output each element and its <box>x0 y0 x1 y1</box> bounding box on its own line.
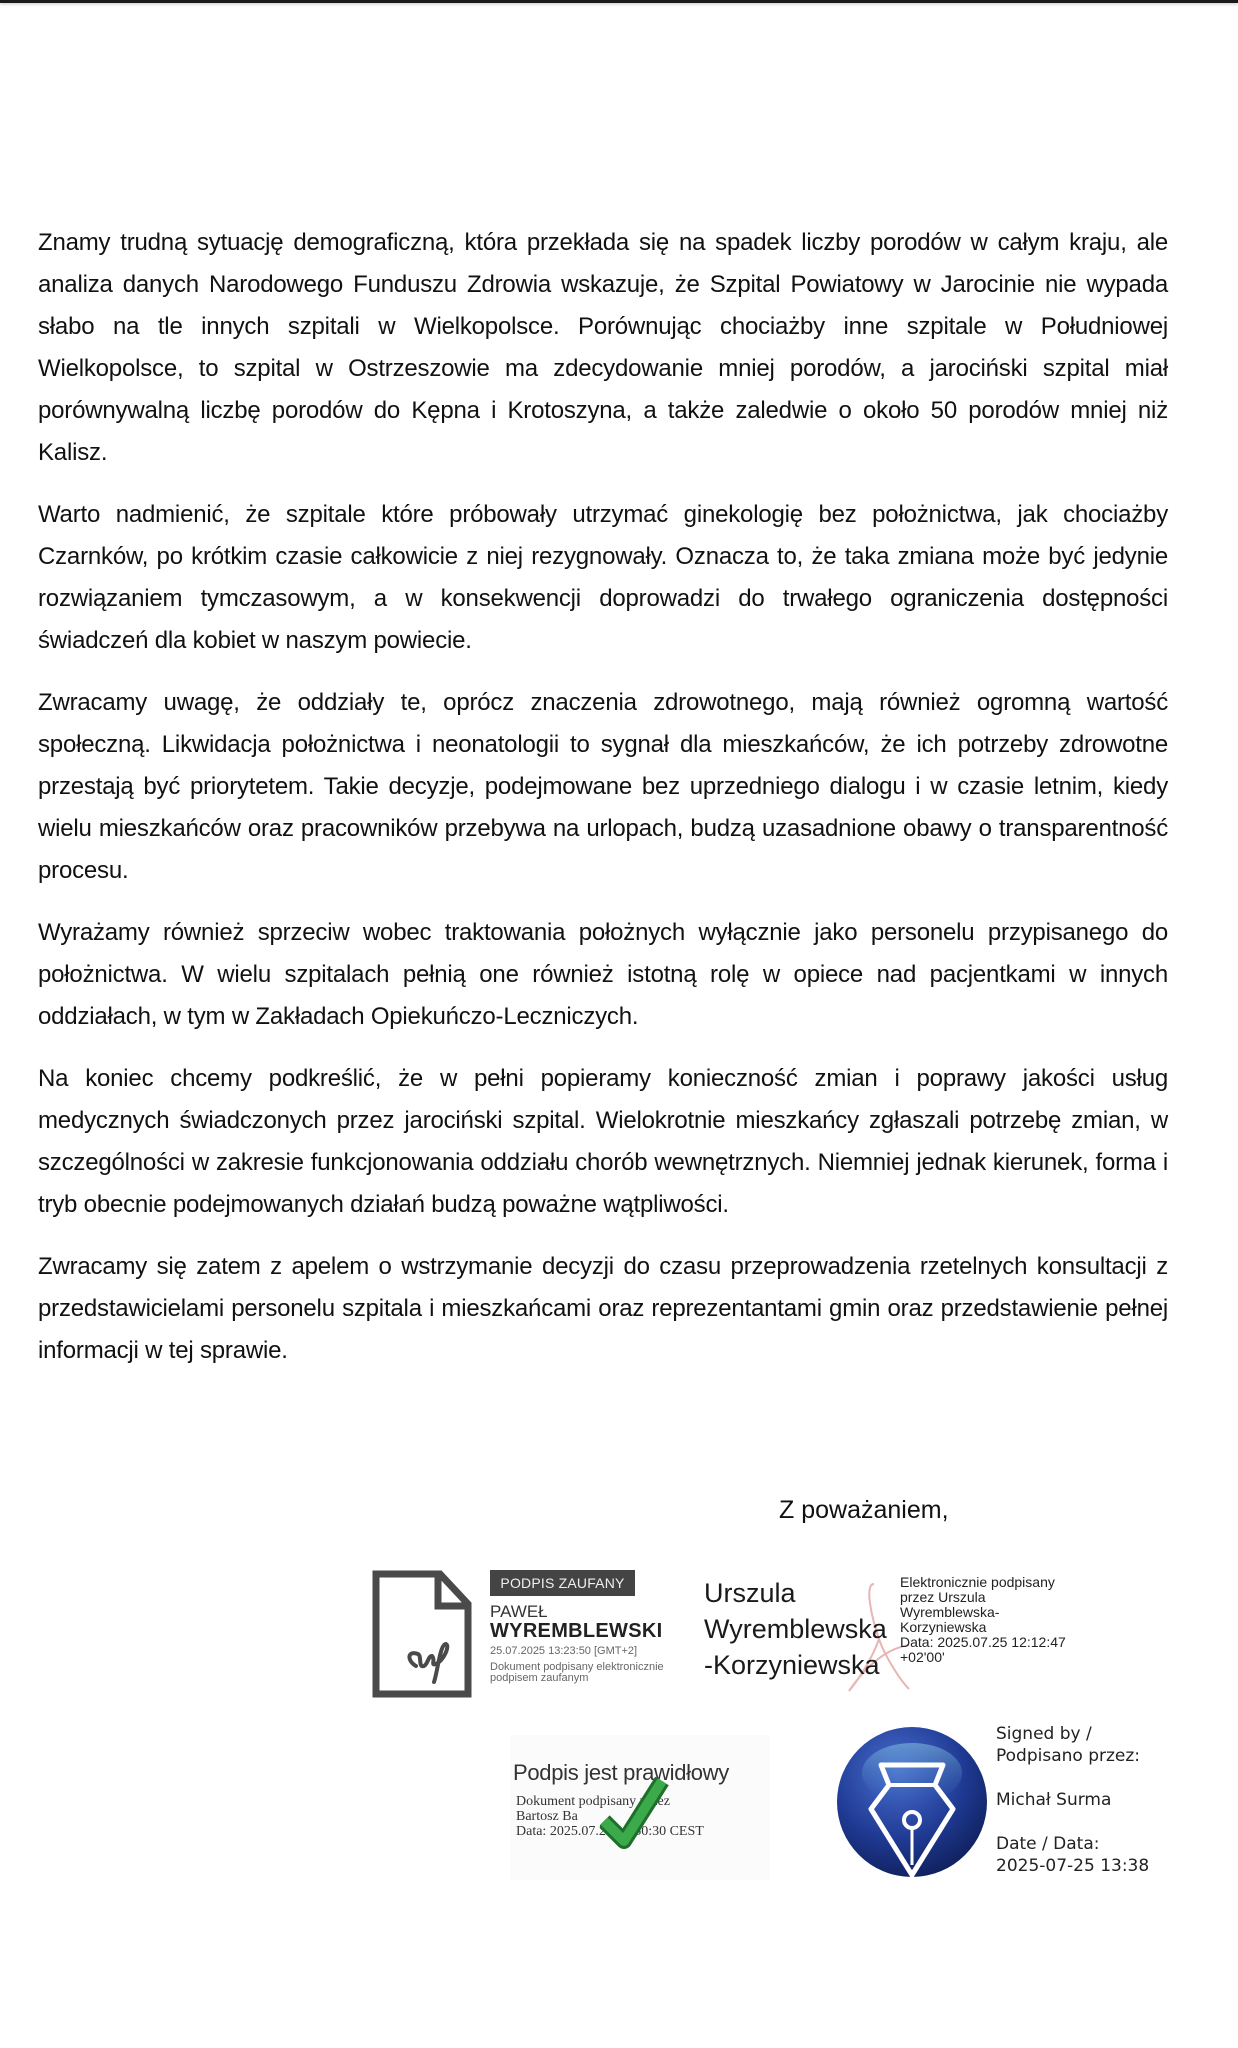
detail-line: Wyremblewska- <box>900 1604 1000 1620</box>
signature-date: 2025-07-25 13:38 <box>996 1856 1150 1876</box>
top-edge-bar <box>0 0 1238 3</box>
detail-line: Elektronicznie podpisany <box>900 1574 1055 1590</box>
signature-line: Bartosz Ba <box>516 1809 578 1824</box>
signature-line: Dokument podpisany przez <box>516 1794 670 1809</box>
signature-urszula <box>704 1575 1094 1705</box>
description-line: Dokument podpisany elektronicznie <box>490 1661 664 1673</box>
description-line: podpisem zaufanym <box>490 1672 589 1684</box>
paragraph: Znamy trudną sytuację demograficzną, która przekłada się na spadek liczby porodów w całym kraju, ale analiza danych Narodowego Funduszu Zdrowia wskazuje, że Szpital Powiatowy w Jarocinie nie wypada słabo na tle innych szpitali w Wielkopolsce. Porównując chociażby inne szpitale w Południowej Wielkopolsce, to szpital w Ostrzeszowie ma zdecydowanie mniej porodów, a jarociński szpital miał porównywalną liczbę porodów do Kępna i Krotoszyna, a także zaledwie o około 50 porodów mniej niż Kalisz. <box>38 229 1168 466</box>
signer-last-name: WYREMBLEWSKI <box>490 1620 663 1642</box>
signer-name: Michał Surma <box>996 1790 1112 1810</box>
signed-document-icon <box>372 1570 472 1698</box>
name-line: Wyremblewska <box>704 1614 887 1644</box>
signed-by-label-pl: Podpisano przez: <box>996 1746 1141 1766</box>
name-line: -Korzyniewska <box>704 1650 880 1680</box>
paragraph: Wyrażamy również sprzeciw wobec traktowania położnych wyłącznie jako personelu przypisanego do położnictwa. W wielu szpitalach pełnią one również istotną rolę w opiece nad pacjentkami w innych oddziałach, w tym w Zakładach Opiekuńczo-Leczniczych. <box>38 919 1168 1030</box>
signer-name <box>704 1575 887 1683</box>
paragraph: Zwracamy uwagę, że oddziały te, oprócz znaczenia zdrowotnego, mają również ogromną wartość społeczną. Likwidacja położnictwa i neonatologii to sygnał dla mieszkańców, że ich potrzeby zdrowotne przestają być priorytetem. Takie decyzje, podejmowane bez uprzedniego dialogu i w czasie letnim, kiedy wielu mieszkańców oraz pracowników przebywa na urlopach, budzą uzasadnione obawy o transparentność procesu. <box>38 689 1168 884</box>
closing-salutation: Z poważaniem, <box>779 1496 949 1524</box>
signature-valid-title: Podpis jest prawidłowy <box>513 1760 729 1785</box>
detail-line: +02'00' <box>900 1649 945 1665</box>
signer-first-name: PAWEŁ <box>490 1602 548 1621</box>
fountain-pen-nib-icon <box>835 1725 990 1880</box>
signature-description <box>490 1662 690 1684</box>
letter-body <box>38 222 1168 1392</box>
green-checkmark-icon <box>600 1775 670 1857</box>
paragraph: Warto nadmienić, że szpitale które próbowały utrzymać ginekologię bez położnictwa, jak chociażby Czarnków, po krótkim czasie całkowicie z niej rezygnowały. Oznacza to, że taka zmiana może być jedynie rozwiązaniem tymczasowym, a w konsekwencji doprowadzi do trwałego ograniczenia dostępności świadczeń dla kobiet w naszym powiecie. <box>38 501 1168 654</box>
signature-michal <box>830 1715 1190 1890</box>
signature-line: Data: 2025.07.25 15:50:30 CEST <box>516 1824 704 1839</box>
name-line: Urszula <box>704 1578 796 1608</box>
signature-bartosz <box>510 1735 770 1880</box>
date-label: Date / Data: <box>996 1834 1100 1854</box>
signature-timestamp: 25.07.2025 13:23:50 [GMT+2] <box>490 1645 638 1657</box>
podpis-zaufany-badge: PODPIS ZAUFANY <box>490 1570 635 1596</box>
signature-details <box>900 1575 1080 1665</box>
signed-by-label: Signed by / <box>996 1724 1092 1744</box>
signature-podpis-zaufany <box>372 1560 682 1690</box>
paragraph: Na koniec chcemy podkreślić, że w pełni popieramy konieczność zmian i poprawy jakości usług medycznych świadczonych przez jarociński szpital. Wielokrotnie mieszkańcy zgłaszali potrzebę zmian, w szczególności w zakresie funkcjonowania oddziału chorób wewnętrznych. Niemniej jednak kierunek, forma i tryb obecnie podejmowanych działań budzą poważne wątpliwości. <box>38 1065 1168 1218</box>
detail-line: Korzyniewska <box>900 1619 987 1635</box>
detail-line: przez Urszula <box>900 1589 986 1605</box>
paragraph: Zwracamy się zatem z apelem o wstrzymanie decyzji do czasu przeprowadzenia rzetelnych konsultacji z przedstawicielami personelu szpitala i mieszkańcami oraz reprezentantami gmin oraz przedstawienie pełnej informacji w tej sprawie. <box>38 1253 1168 1364</box>
detail-line: Data: 2025.07.25 12:12:47 <box>900 1634 1066 1650</box>
